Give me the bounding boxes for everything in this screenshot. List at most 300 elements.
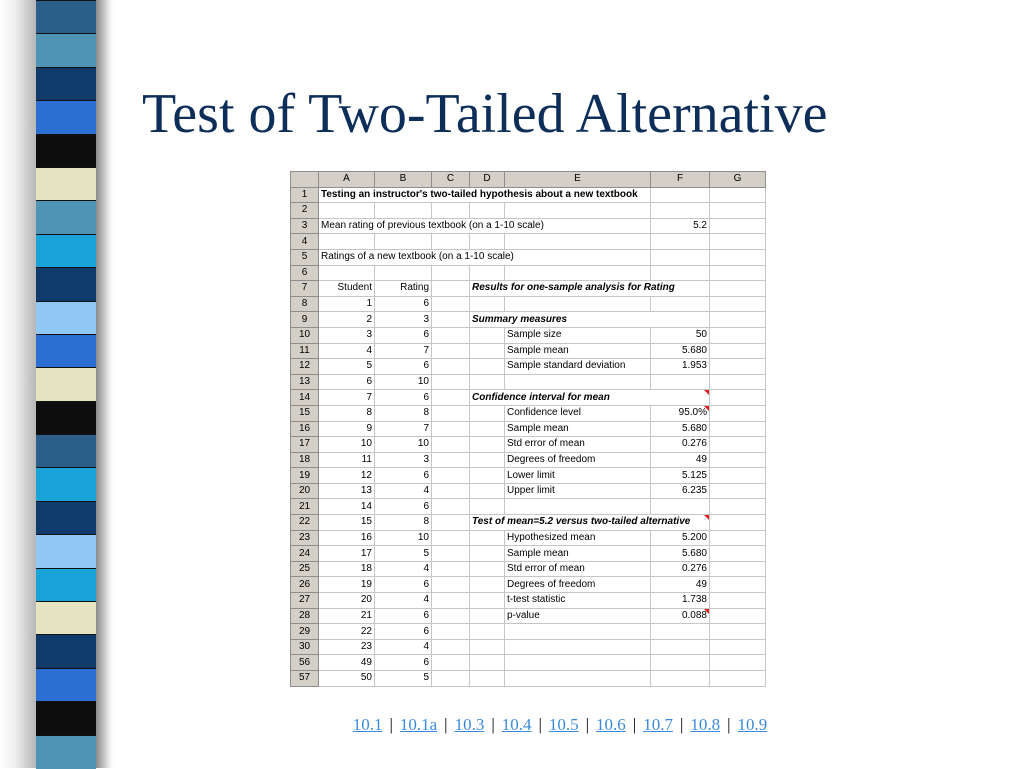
cell[interactable]	[432, 421, 470, 437]
cell[interactable]	[470, 405, 505, 421]
sheet-row	[291, 483, 766, 499]
cell[interactable]	[319, 265, 375, 281]
cell-rating[interactable]: 8	[375, 515, 432, 531]
row-header[interactable]: 20	[291, 483, 319, 499]
cell-student[interactable]: 17	[319, 546, 375, 562]
cell-section-title[interactable]: Confidence interval for mean	[470, 390, 710, 406]
sheet-row	[291, 312, 766, 328]
cell[interactable]	[470, 234, 505, 250]
sheet-row	[291, 671, 766, 687]
cell[interactable]	[651, 265, 710, 281]
cell-section-title[interactable]: Test of mean=5.2 versus two-tailed alternative	[470, 515, 710, 531]
nav-link[interactable]: 10.5	[548, 715, 579, 734]
cell-measure-value[interactable]: 5.680	[651, 546, 710, 562]
row-header[interactable]: 15	[291, 405, 319, 421]
cell[interactable]	[710, 546, 766, 562]
sheet-row	[291, 265, 766, 281]
cell[interactable]	[710, 655, 766, 671]
nav-separator: |	[491, 715, 495, 734]
cell[interactable]	[651, 296, 710, 312]
cell-measure-value[interactable]: 6.235	[651, 483, 710, 499]
cell[interactable]	[710, 296, 766, 312]
cell[interactable]	[470, 593, 505, 609]
cell-section-title[interactable]: Results for one-sample analysis for Rating	[470, 281, 710, 297]
cell[interactable]	[432, 671, 470, 687]
cell[interactable]	[470, 374, 505, 390]
sheet-row	[291, 234, 766, 250]
nav-link[interactable]: 10.1a	[399, 715, 438, 734]
column-header-f[interactable]: F	[651, 172, 710, 188]
cell-header[interactable]: Student	[319, 281, 375, 297]
column-header-b[interactable]: B	[375, 172, 432, 188]
nav-separator: |	[389, 715, 393, 734]
cell-text[interactable]: Mean rating of previous textbook (on a 1-10 scale)	[319, 218, 651, 234]
band-stripe	[36, 267, 96, 301]
cell[interactable]	[432, 639, 470, 655]
cell-rating[interactable]: 6	[375, 624, 432, 640]
cell-student[interactable]: 1	[319, 296, 375, 312]
row-header[interactable]: 18	[291, 452, 319, 468]
row-header[interactable]: 27	[291, 593, 319, 609]
cell-measure-value[interactable]: 5.680	[651, 343, 710, 359]
nav-link[interactable]: 10.7	[643, 715, 673, 734]
cell-rating[interactable]: 6	[375, 327, 432, 343]
cell[interactable]	[651, 671, 710, 687]
cell[interactable]	[710, 468, 766, 484]
cell[interactable]	[432, 499, 470, 515]
cell-measure-value[interactable]: 49	[651, 452, 710, 468]
row-header[interactable]: 2	[291, 203, 319, 219]
cell-measure-label[interactable]: Hypothesized mean	[505, 530, 651, 546]
cell[interactable]	[710, 593, 766, 609]
cell-rating[interactable]: 5	[375, 671, 432, 687]
cell-student[interactable]: 21	[319, 608, 375, 624]
cell[interactable]	[432, 374, 470, 390]
band-stripe	[36, 200, 96, 234]
cell-measure-label[interactable]: Confidence level	[505, 405, 651, 421]
cell-student[interactable]: 50	[319, 671, 375, 687]
cell-student[interactable]: 2	[319, 312, 375, 328]
cell-measure-value[interactable]: 0.276	[651, 437, 710, 453]
row-header[interactable]: 25	[291, 561, 319, 577]
cell[interactable]	[651, 234, 710, 250]
row-header[interactable]: 8	[291, 296, 319, 312]
cell[interactable]	[319, 203, 375, 219]
row-header[interactable]: 57	[291, 671, 319, 687]
cell[interactable]	[710, 421, 766, 437]
cell-student[interactable]: 16	[319, 530, 375, 546]
cell-rating[interactable]: 4	[375, 639, 432, 655]
sheet-row	[291, 437, 766, 453]
sheet-row	[291, 593, 766, 609]
cell[interactable]	[432, 515, 470, 531]
band-stripe	[36, 434, 96, 468]
cell[interactable]	[505, 296, 651, 312]
cell-rating[interactable]: 8	[375, 405, 432, 421]
row-header[interactable]: 12	[291, 359, 319, 375]
cell[interactable]	[319, 234, 375, 250]
cell[interactable]	[710, 390, 766, 406]
sheet-row	[291, 468, 766, 484]
cell-student[interactable]: 3	[319, 327, 375, 343]
cell-measure-label[interactable]: Sample mean	[505, 546, 651, 562]
cell-measure-label[interactable]: Std error of mean	[505, 561, 651, 577]
cell-text[interactable]: Ratings of a new textbook (on a 1-10 scale)	[319, 249, 651, 265]
nav-link[interactable]: 10.4	[501, 715, 532, 734]
cell[interactable]	[651, 499, 710, 515]
nav-separator: |	[632, 715, 637, 734]
cell[interactable]	[470, 483, 505, 499]
row-header[interactable]: 19	[291, 468, 319, 484]
band-stripe	[36, 67, 96, 101]
row-header[interactable]: 10	[291, 327, 319, 343]
cell[interactable]	[710, 577, 766, 593]
cell[interactable]	[470, 655, 505, 671]
nav-link[interactable]: 10.9	[737, 715, 768, 734]
band-stripe	[36, 601, 96, 635]
nav-link[interactable]: 10.6	[596, 715, 626, 734]
cell-header[interactable]: Rating	[375, 281, 432, 297]
cell-rating[interactable]: 4	[375, 561, 432, 577]
cell-student[interactable]: 13	[319, 483, 375, 499]
band-shadow	[0, 0, 36, 768]
row-header[interactable]: 17	[291, 437, 319, 453]
band-stripe	[36, 167, 96, 201]
band-stripe	[36, 33, 96, 67]
sheet-row	[291, 390, 766, 406]
cell[interactable]	[432, 608, 470, 624]
cell[interactable]	[710, 515, 766, 531]
row-header[interactable]: 9	[291, 312, 319, 328]
nav-link[interactable]: 10.8	[690, 715, 721, 734]
cell-student[interactable]: 8	[319, 405, 375, 421]
band-stripe	[36, 735, 96, 769]
cell-section-title[interactable]: Summary measures	[470, 312, 710, 328]
cell[interactable]	[470, 203, 505, 219]
row-header[interactable]: 13	[291, 374, 319, 390]
cell[interactable]	[710, 624, 766, 640]
cell-rating[interactable]: 7	[375, 343, 432, 359]
cell-rating[interactable]: 6	[375, 468, 432, 484]
cell[interactable]	[432, 265, 470, 281]
cell[interactable]	[432, 577, 470, 593]
row-header[interactable]: 5	[291, 249, 319, 265]
cell[interactable]	[470, 624, 505, 640]
sheet-row	[291, 452, 766, 468]
cell[interactable]	[375, 234, 432, 250]
band-stripe	[36, 501, 96, 535]
cell[interactable]	[432, 343, 470, 359]
cell-student[interactable]: 15	[319, 515, 375, 531]
cell[interactable]	[505, 374, 651, 390]
cell-measure-label[interactable]: Lower limit	[505, 468, 651, 484]
sheet-row	[291, 530, 766, 546]
cell-student[interactable]: 22	[319, 624, 375, 640]
cell[interactable]	[710, 639, 766, 655]
cell[interactable]	[505, 203, 651, 219]
cell[interactable]	[470, 608, 505, 624]
cell[interactable]	[470, 639, 505, 655]
cell[interactable]	[710, 530, 766, 546]
cell-measure-label[interactable]: t-test statistic	[505, 593, 651, 609]
cell[interactable]	[710, 374, 766, 390]
row-header[interactable]: 7	[291, 281, 319, 297]
cell[interactable]	[432, 281, 470, 297]
cell[interactable]	[505, 639, 651, 655]
cell[interactable]	[710, 281, 766, 297]
cell[interactable]	[432, 468, 470, 484]
cell[interactable]	[651, 374, 710, 390]
cell-rating[interactable]: 6	[375, 577, 432, 593]
slide-title: Test of Two-Tailed Alternative	[142, 83, 828, 145]
cell[interactable]	[710, 327, 766, 343]
sheet-row	[291, 203, 766, 219]
cell[interactable]	[470, 577, 505, 593]
row-header[interactable]: 16	[291, 421, 319, 437]
cell-rating[interactable]: 10	[375, 437, 432, 453]
cell[interactable]	[710, 187, 766, 203]
row-header[interactable]: 22	[291, 515, 319, 531]
nav-separator: |	[538, 715, 542, 734]
cell[interactable]	[710, 343, 766, 359]
cell[interactable]	[470, 561, 505, 577]
cell-student[interactable]: 12	[319, 468, 375, 484]
cell[interactable]	[432, 655, 470, 671]
cell-student[interactable]: 20	[319, 593, 375, 609]
cell-rating[interactable]: 6	[375, 499, 432, 515]
band-stripe	[36, 301, 96, 335]
cell-student[interactable]: 49	[319, 655, 375, 671]
cell-rating[interactable]: 4	[375, 483, 432, 499]
cell-rating[interactable]: 3	[375, 312, 432, 328]
cell[interactable]	[470, 296, 505, 312]
row-header[interactable]: 24	[291, 546, 319, 562]
cell-measure-label[interactable]: Std error of mean	[505, 437, 651, 453]
nav-link[interactable]: 10.1	[352, 715, 383, 734]
sheet-row	[291, 249, 766, 265]
cell-text[interactable]: Testing an instructor's two-tailed hypothesis about a new textbook	[319, 187, 651, 203]
cell[interactable]	[651, 655, 710, 671]
cell-measure-value[interactable]: 0.276	[651, 561, 710, 577]
cell[interactable]	[432, 624, 470, 640]
cell-measure-value[interactable]: 95.0%	[651, 405, 710, 421]
cell[interactable]	[470, 265, 505, 281]
cell[interactable]	[432, 234, 470, 250]
cell[interactable]	[470, 468, 505, 484]
nav-link[interactable]: 10.3	[454, 715, 485, 734]
cell-student[interactable]: 10	[319, 437, 375, 453]
cell-measure-label[interactable]: Sample size	[505, 327, 651, 343]
cell[interactable]	[432, 593, 470, 609]
cell-rating[interactable]: 4	[375, 593, 432, 609]
cell-value[interactable]: 5.2	[651, 218, 710, 234]
cell-rating[interactable]: 10	[375, 374, 432, 390]
cell[interactable]	[710, 234, 766, 250]
cell[interactable]	[505, 265, 651, 281]
cell[interactable]	[375, 265, 432, 281]
sheet-row	[291, 218, 766, 234]
row-header[interactable]: 11	[291, 343, 319, 359]
cell-student[interactable]: 6	[319, 374, 375, 390]
row-header[interactable]: 26	[291, 577, 319, 593]
cell[interactable]	[470, 437, 505, 453]
band-stripe	[36, 134, 96, 168]
row-header[interactable]: 21	[291, 499, 319, 515]
cell[interactable]	[432, 561, 470, 577]
cell[interactable]	[710, 405, 766, 421]
cell-rating[interactable]: 7	[375, 421, 432, 437]
cell-measure-value[interactable]: 5.200	[651, 530, 710, 546]
row-header[interactable]: 14	[291, 390, 319, 406]
row-header[interactable]: 1	[291, 187, 319, 203]
row-header[interactable]: 6	[291, 265, 319, 281]
cell[interactable]	[505, 655, 651, 671]
row-header[interactable]: 56	[291, 655, 319, 671]
cell[interactable]	[651, 187, 710, 203]
row-header[interactable]: 28	[291, 608, 319, 624]
column-header-e[interactable]: E	[505, 172, 651, 188]
sheet-row	[291, 359, 766, 375]
column-header-g[interactable]: G	[710, 172, 766, 188]
cell-student[interactable]: 5	[319, 359, 375, 375]
cell[interactable]	[710, 483, 766, 499]
cell[interactable]	[432, 452, 470, 468]
cell[interactable]	[710, 218, 766, 234]
column-header-d[interactable]: D	[470, 172, 505, 188]
cell[interactable]	[710, 437, 766, 453]
cell-measure-value[interactable]: 0.088	[651, 608, 710, 624]
cell[interactable]	[710, 312, 766, 328]
cell[interactable]	[470, 452, 505, 468]
cell[interactable]	[710, 499, 766, 515]
cell[interactable]	[710, 452, 766, 468]
cell-student[interactable]: 23	[319, 639, 375, 655]
row-header[interactable]: 4	[291, 234, 319, 250]
cell[interactable]	[432, 405, 470, 421]
sheet-row	[291, 639, 766, 655]
cell-rating[interactable]: 10	[375, 530, 432, 546]
cell-student[interactable]: 9	[319, 421, 375, 437]
cell[interactable]	[432, 312, 470, 328]
sheet-row	[291, 421, 766, 437]
cell-measure-label[interactable]: Sample mean	[505, 421, 651, 437]
cell[interactable]	[651, 203, 710, 219]
cell-rating[interactable]: 6	[375, 390, 432, 406]
cell-measure-label[interactable]: Sample standard deviation	[505, 359, 651, 375]
cell[interactable]	[432, 546, 470, 562]
cell[interactable]	[651, 624, 710, 640]
band-stripe	[36, 334, 96, 368]
sheet-row	[291, 546, 766, 562]
cell[interactable]	[470, 671, 505, 687]
row-header[interactable]: 23	[291, 530, 319, 546]
cell-student[interactable]: 11	[319, 452, 375, 468]
band-edge-shadow	[96, 0, 114, 768]
cell[interactable]	[470, 343, 505, 359]
cell-measure-value[interactable]: 1.953	[651, 359, 710, 375]
cell[interactable]	[505, 671, 651, 687]
cell[interactable]	[432, 437, 470, 453]
cell[interactable]	[470, 530, 505, 546]
cell-student[interactable]: 7	[319, 390, 375, 406]
column-header-row	[291, 172, 766, 188]
cell-measure-value[interactable]: 5.125	[651, 468, 710, 484]
cell[interactable]	[432, 203, 470, 219]
cell[interactable]	[470, 421, 505, 437]
cell-student[interactable]: 14	[319, 499, 375, 515]
cell[interactable]	[505, 624, 651, 640]
corner-cell[interactable]	[291, 172, 319, 188]
cell[interactable]	[710, 671, 766, 687]
cell[interactable]	[432, 390, 470, 406]
column-header-c[interactable]: C	[432, 172, 470, 188]
cell[interactable]	[375, 203, 432, 219]
sheet-row	[291, 499, 766, 515]
cell-rating[interactable]: 6	[375, 655, 432, 671]
cell-measure-label[interactable]: Degrees of freedom	[505, 452, 651, 468]
row-header[interactable]: 3	[291, 218, 319, 234]
row-header[interactable]: 30	[291, 639, 319, 655]
band-stripe	[36, 0, 96, 34]
cell[interactable]	[710, 608, 766, 624]
nav-separator: |	[727, 715, 731, 734]
cell[interactable]	[710, 203, 766, 219]
row-header[interactable]: 29	[291, 624, 319, 640]
cell-measure-value[interactable]: 5.680	[651, 421, 710, 437]
cell-rating[interactable]: 6	[375, 296, 432, 312]
sheet-row	[291, 296, 766, 312]
cell[interactable]	[710, 359, 766, 375]
cell[interactable]	[470, 499, 505, 515]
cell[interactable]	[651, 249, 710, 265]
cell[interactable]	[432, 530, 470, 546]
cell-measure-value[interactable]: 1.738	[651, 593, 710, 609]
cell[interactable]	[432, 483, 470, 499]
cell-student[interactable]: 18	[319, 561, 375, 577]
cell[interactable]	[710, 265, 766, 281]
cell[interactable]	[470, 327, 505, 343]
cell-rating[interactable]: 6	[375, 608, 432, 624]
cell[interactable]	[505, 499, 651, 515]
cell-measure-label[interactable]: Sample mean	[505, 343, 651, 359]
cell[interactable]	[432, 327, 470, 343]
cell[interactable]	[432, 296, 470, 312]
cell-measure-label[interactable]: p-value	[505, 608, 651, 624]
cell-student[interactable]: 19	[319, 577, 375, 593]
cell[interactable]	[432, 359, 470, 375]
band-stripe	[36, 467, 96, 501]
cell-measure-value[interactable]: 50	[651, 327, 710, 343]
cell[interactable]	[505, 234, 651, 250]
cell[interactable]	[651, 639, 710, 655]
band-stripe	[36, 234, 96, 268]
cell-student[interactable]: 4	[319, 343, 375, 359]
cell-measure-label[interactable]: Upper limit	[505, 483, 651, 499]
sheet-row	[291, 624, 766, 640]
cell-measure-label[interactable]: Degrees of freedom	[505, 577, 651, 593]
cell-rating[interactable]: 3	[375, 452, 432, 468]
band-stripe	[36, 401, 96, 435]
cell-rating[interactable]: 5	[375, 546, 432, 562]
cell[interactable]	[710, 561, 766, 577]
cell[interactable]	[470, 359, 505, 375]
column-header-a[interactable]: A	[319, 172, 375, 188]
cell[interactable]	[470, 546, 505, 562]
band-stripe	[36, 668, 96, 702]
cell-rating[interactable]: 6	[375, 359, 432, 375]
cell-measure-value[interactable]: 49	[651, 577, 710, 593]
cell[interactable]	[710, 249, 766, 265]
